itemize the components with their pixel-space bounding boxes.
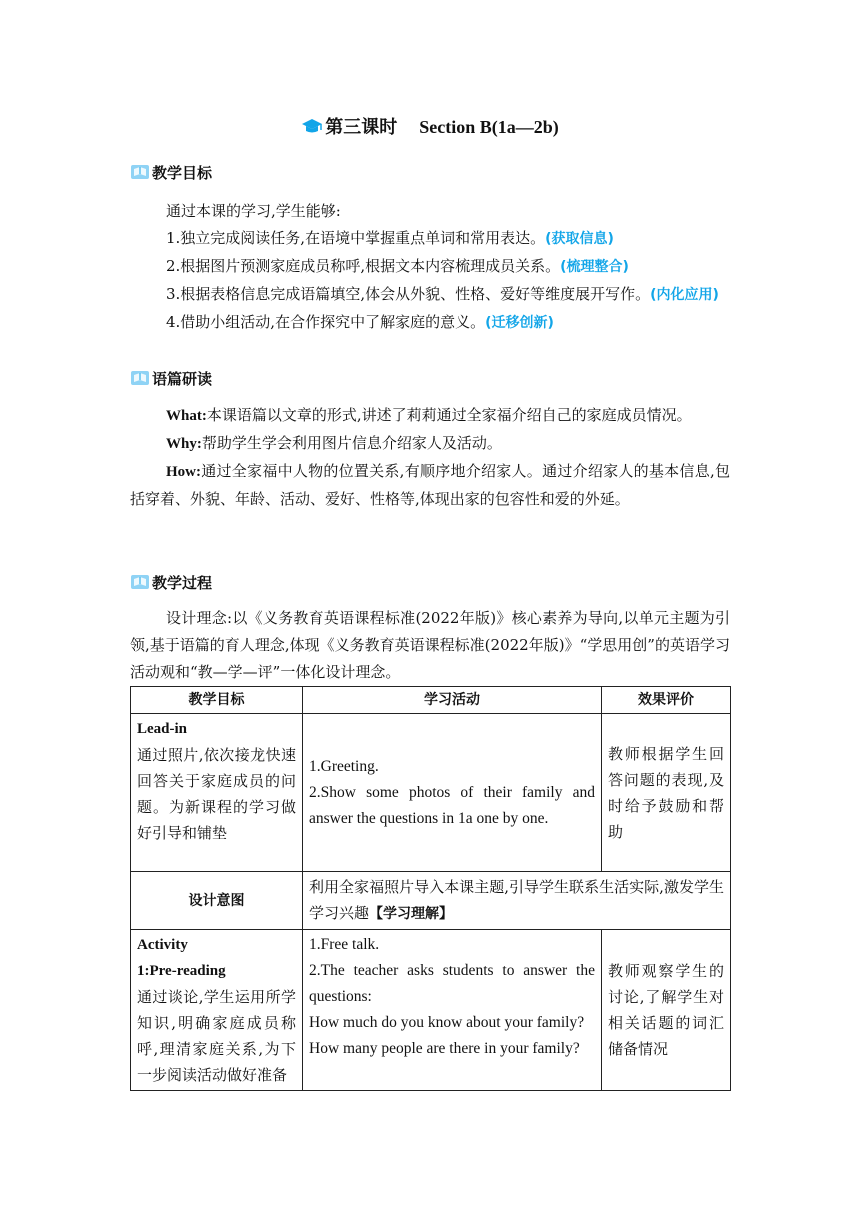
objective-item: 3.根据表格信息完成语篇填空,体会从外貌、性格、爱好等维度展开写作。(内化应用)	[166, 285, 719, 303]
table-row	[131, 930, 731, 1091]
section-book-icon	[130, 369, 150, 387]
objective-item: 1.独立完成阅读任务,在语境中掌握重点单词和常用表达。(获取信息)	[166, 229, 614, 247]
objective-item: 4.借助小组活动,在合作探究中了解家庭的意义。(迁移创新)	[166, 313, 554, 331]
objectives-body	[130, 198, 730, 337]
design-concept: 设计理念:以《义务教育英语课程标准(2022年版)》核心素养为导向,以单元主题为引领,基于语篇的育人理念,体现《义务教育英语课程标准(2022年版)》“学思用创”的英语学习活动观和“教—学—评”一体化设计理念。	[130, 609, 730, 681]
header-evaluation: 效果评价	[602, 687, 731, 714]
lesson-title-en: Section B(1a—2b)	[419, 117, 559, 137]
objectives-heading: 教学目标	[130, 162, 212, 184]
objectives-intro: 通过本课的学习,学生能够:	[166, 202, 341, 220]
graduation-cap-icon	[301, 117, 323, 135]
row2-evaluation: 教师观察学生的讨论,了解学生对相关话题的词汇储备情况	[602, 930, 731, 1091]
why-paragraph: Why:帮助学生学会利用图片信息介绍家人及活动。	[166, 434, 502, 452]
row1-activity: 1.Greeting. 2.Show some photos of their family and answer the questions in 1a one by one.	[303, 714, 602, 872]
row1-goal: Lead-in 通过照片,依次接龙快速回答关于家庭成员的问题。为新课程的学习做好引导和铺垫	[131, 714, 303, 872]
what-paragraph: What:本课语篇以文章的形式,讲述了莉莉通过全家福介绍自己的家庭成员情况。	[166, 406, 692, 424]
lesson-title-cn: 第三课时	[325, 117, 398, 138]
how-paragraph: How:通过全家福中人物的位置关系,有顺序地介绍家人。通过介绍家人的基本信息,包括穿着、外貌、年龄、活动、爱好、性格等,体现出家的包容性和爱的外延。	[130, 462, 730, 508]
design-intent-label: 设计意图	[131, 872, 303, 930]
header-goal: 教学目标	[131, 687, 303, 714]
section-book-icon	[130, 163, 150, 181]
table-header-row	[131, 687, 731, 714]
text-study-heading: 语篇研读	[130, 368, 212, 390]
lesson-title	[0, 114, 860, 141]
design-intent-text: 利用全家福照片导入本课主题,引导学生联系生活实际,激发学生学习兴趣【学习理解】	[303, 872, 731, 930]
row1-evaluation: 教师根据学生回答问题的表现,及时给予鼓励和帮助	[602, 714, 731, 872]
table-row	[131, 714, 731, 872]
section-book-icon	[130, 573, 150, 591]
objective-item: 2.根据图片预测家庭成员称呼,根据文本内容梳理成员关系。(梳理整合)	[166, 257, 629, 275]
text-study-body	[130, 402, 730, 513]
process-heading: 教学过程	[130, 572, 212, 594]
teaching-process-table	[130, 686, 731, 1091]
row2-activity: 1.Free talk. 2.The teacher asks students to answer the questions: How much do you know about your family? How many people are there in your family?	[303, 930, 602, 1091]
table-row	[131, 872, 731, 930]
row2-goal: Activity 1:Pre-reading 通过谈论,学生运用所学知识,明确家庭成员称呼,理清家庭关系,为下一步阅读活动做好准备	[131, 930, 303, 1091]
header-activity: 学习活动	[303, 687, 602, 714]
